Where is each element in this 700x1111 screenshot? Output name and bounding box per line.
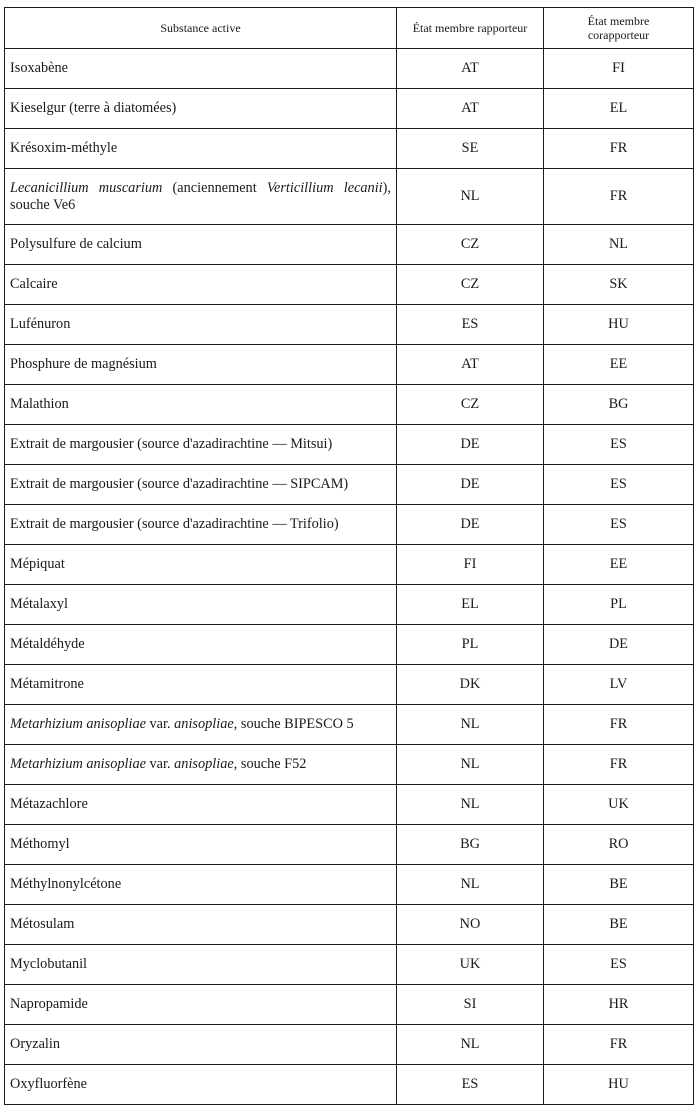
substances-table <box>4 7 694 1105</box>
corapporteur-cell: FR <box>544 705 694 745</box>
substance-text: Oxyfluorfène <box>10 1076 88 1092</box>
corapporteur-cell: LV <box>544 665 694 705</box>
rapporteur-cell: SE <box>397 129 544 169</box>
corapporteur-cell: FI <box>544 49 694 89</box>
corapporteur-cell: ES <box>544 505 694 545</box>
corapporteur-cell: FR <box>544 129 694 169</box>
corapporteur-cell: FR <box>544 169 694 225</box>
substance-text: var. <box>145 716 175 732</box>
table-row <box>5 865 694 905</box>
table-row <box>5 505 694 545</box>
substance-cell <box>5 425 397 465</box>
corapporteur-cell: ES <box>544 425 694 465</box>
table-row <box>5 625 694 665</box>
rapporteur-cell: AT <box>397 89 544 129</box>
substance-text: , souche F52 <box>233 756 307 772</box>
substance-text: Méthomyl <box>10 836 70 852</box>
substance-text: Extrait de margousier (source d'azadirachtine — SIPCAM) <box>10 476 349 492</box>
substance-text: ), souche Ve6 <box>10 179 391 213</box>
substance-cell <box>5 385 397 425</box>
table-row <box>5 945 694 985</box>
substance-text: Krésoxim-méthyle <box>10 140 118 156</box>
substance-cell <box>5 985 397 1025</box>
rapporteur-cell: DE <box>397 505 544 545</box>
substance-cell <box>5 545 397 585</box>
corapporteur-cell: EE <box>544 345 694 385</box>
substance-text: Metarhizium anisopliae <box>10 756 146 772</box>
header-corapporteur <box>544 8 694 49</box>
corapporteur-cell: RO <box>544 825 694 865</box>
substance-cell <box>5 705 397 745</box>
header-corapporteur-line1: État membre <box>587 14 650 28</box>
substance-cell <box>5 825 397 865</box>
table-row <box>5 745 694 785</box>
substance-cell <box>5 505 397 545</box>
corapporteur-cell: BE <box>544 865 694 905</box>
rapporteur-cell: NL <box>397 745 544 785</box>
table-row <box>5 1025 694 1065</box>
header-rapporteur: État membre rapporteur <box>397 8 544 49</box>
rapporteur-cell: NL <box>397 785 544 825</box>
rapporteur-cell: DK <box>397 665 544 705</box>
rapporteur-cell: NO <box>397 905 544 945</box>
substance-cell <box>5 169 397 225</box>
rapporteur-cell: NL <box>397 705 544 745</box>
corapporteur-cell: FR <box>544 1025 694 1065</box>
table-row <box>5 905 694 945</box>
rapporteur-cell: NL <box>397 865 544 905</box>
table-row <box>5 545 694 585</box>
substance-cell <box>5 905 397 945</box>
substance-text: Oryzalin <box>10 1036 61 1052</box>
substance-cell <box>5 49 397 89</box>
table-row <box>5 385 694 425</box>
table-row <box>5 425 694 465</box>
substance-text: Mépiquat <box>10 556 65 572</box>
rapporteur-cell: CZ <box>397 385 544 425</box>
substance-text: Napropamide <box>10 996 88 1012</box>
corapporteur-cell: ES <box>544 945 694 985</box>
corapporteur-cell: BG <box>544 385 694 425</box>
substance-cell <box>5 585 397 625</box>
substance-text: Métaldéhyde <box>10 636 85 652</box>
table-row <box>5 665 694 705</box>
corapporteur-cell: EL <box>544 89 694 129</box>
substance-cell <box>5 625 397 665</box>
table-row <box>5 985 694 1025</box>
table-row <box>5 225 694 265</box>
substance-text: Méthylnonylcétone <box>10 876 122 892</box>
substance-cell <box>5 89 397 129</box>
substance-text: Isoxabène <box>10 60 68 76</box>
substance-text: Lecanicillium muscarium <box>10 179 163 196</box>
substance-text: Métazachlore <box>10 796 88 812</box>
rapporteur-cell: FI <box>397 545 544 585</box>
rapporteur-cell: UK <box>397 945 544 985</box>
substance-cell <box>5 1065 397 1105</box>
substance-text: Verticillium lecanii <box>266 179 383 196</box>
header-row <box>5 8 694 49</box>
corapporteur-cell: SK <box>544 265 694 305</box>
substance-text: (anciennement <box>162 179 267 196</box>
rapporteur-cell: EL <box>397 585 544 625</box>
table-row <box>5 705 694 745</box>
corapporteur-cell: FR <box>544 745 694 785</box>
corapporteur-cell: BE <box>544 905 694 945</box>
substance-text: var. <box>145 756 175 772</box>
substance-text: Kieselgur (terre à diatomées) <box>10 100 177 116</box>
substance-cell <box>5 745 397 785</box>
substance-text: anisopliae <box>174 756 234 772</box>
substance-text: Lufénuron <box>10 316 71 332</box>
substance-cell <box>5 865 397 905</box>
corapporteur-cell: NL <box>544 225 694 265</box>
rapporteur-cell: AT <box>397 49 544 89</box>
table-row <box>5 465 694 505</box>
substance-text: Metarhizium anisopliae <box>10 716 146 732</box>
corapporteur-cell: EE <box>544 545 694 585</box>
table-row <box>5 169 694 225</box>
substance-cell <box>5 945 397 985</box>
substance-cell <box>5 225 397 265</box>
rapporteur-cell: CZ <box>397 225 544 265</box>
table-row <box>5 825 694 865</box>
substance-text: Phosphure de magnésium <box>10 356 157 372</box>
substance-text: Extrait de margousier (source d'azadirachtine — Trifolio) <box>10 516 339 532</box>
table-row <box>5 129 694 169</box>
rapporteur-cell: NL <box>397 169 544 225</box>
table-row <box>5 585 694 625</box>
corapporteur-cell: HU <box>544 1065 694 1105</box>
substance-text: Myclobutanil <box>10 956 88 972</box>
corapporteur-cell: PL <box>544 585 694 625</box>
substance-cell <box>5 465 397 505</box>
substance-text: Malathion <box>10 396 69 412</box>
substance-cell <box>5 129 397 169</box>
corapporteur-cell: ES <box>544 465 694 505</box>
substance-cell <box>5 305 397 345</box>
substance-text: Métosulam <box>10 916 75 932</box>
rapporteur-cell: BG <box>397 825 544 865</box>
substance-text: Calcaire <box>10 276 58 292</box>
rapporteur-cell: SI <box>397 985 544 1025</box>
corapporteur-cell: HU <box>544 305 694 345</box>
substance-text: anisopliae <box>174 716 234 732</box>
rapporteur-cell: CZ <box>397 265 544 305</box>
table-row <box>5 305 694 345</box>
table-row <box>5 265 694 305</box>
corapporteur-cell: UK <box>544 785 694 825</box>
substance-cell <box>5 785 397 825</box>
substance-cell <box>5 665 397 705</box>
substance-cell <box>5 345 397 385</box>
rapporteur-cell: AT <box>397 345 544 385</box>
rapporteur-cell: DE <box>397 465 544 505</box>
table-row <box>5 89 694 129</box>
rapporteur-cell: PL <box>397 625 544 665</box>
corapporteur-cell: HR <box>544 985 694 1025</box>
substance-text: , souche BIPESCO 5 <box>233 716 354 732</box>
header-substance: Substance active <box>5 8 397 49</box>
substance-text: Polysulfure de calcium <box>10 236 142 252</box>
table-body <box>5 49 694 1105</box>
header-corapporteur-line2: corapporteur <box>587 28 650 42</box>
rapporteur-cell: DE <box>397 425 544 465</box>
substance-cell <box>5 265 397 305</box>
rapporteur-cell: NL <box>397 1025 544 1065</box>
table-header <box>5 8 694 49</box>
rapporteur-cell: ES <box>397 1065 544 1105</box>
corapporteur-cell: DE <box>544 625 694 665</box>
table-row <box>5 345 694 385</box>
rapporteur-cell: ES <box>397 305 544 345</box>
table-row <box>5 785 694 825</box>
substance-text: Extrait de margousier (source d'azadirachtine — Mitsui) <box>10 436 333 452</box>
table-row <box>5 1065 694 1105</box>
substance-text: Métamitrone <box>10 676 84 692</box>
table-row <box>5 49 694 89</box>
substance-cell <box>5 1025 397 1065</box>
substance-text: Métalaxyl <box>10 596 68 612</box>
